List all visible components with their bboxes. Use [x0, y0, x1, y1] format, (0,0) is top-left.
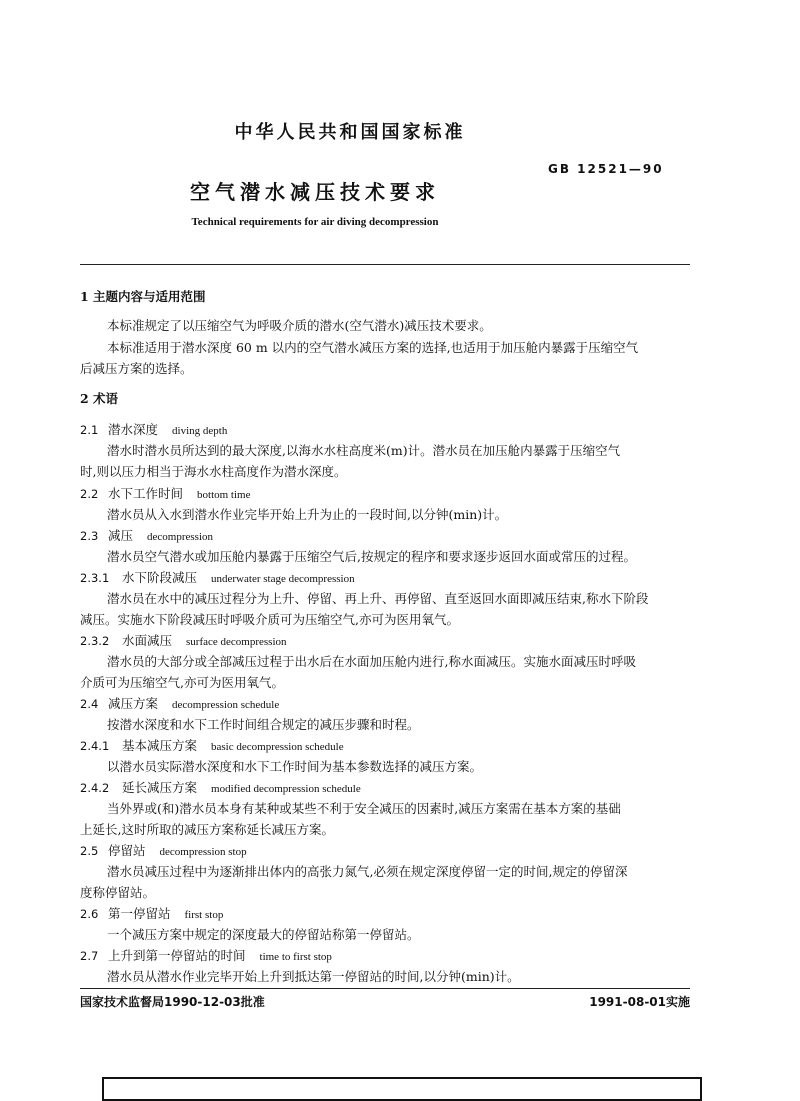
paragraph: 本标准适用于潜水深度 60 m 以内的空气潜水减压方案的选择,也适用于加压舱内暴露于压缩空气 — [107, 340, 639, 355]
term-cn: 第一停留站 — [108, 906, 171, 921]
issuing-authority: 中华人民共和国国家标准 — [234, 122, 466, 143]
term-number: 2.4 — [80, 697, 99, 711]
term-cn: 上升到第一停留站的时间 — [108, 948, 246, 963]
term-number: 2.6 — [80, 907, 99, 921]
term-en: decompression — [147, 531, 213, 543]
term-cn: 潜水深度 — [108, 422, 159, 437]
term-definition: 一个减压方案中规定的深度最大的停留站称第一停留站。 — [107, 927, 420, 942]
section-1-heading: 1 主题内容与适用范围 — [80, 289, 206, 304]
section-2-heading: 2 术语 — [80, 391, 119, 406]
term-definition: 潜水员空气潜水或加压舱内暴露于压缩空气后,按规定的程序和要求逐步返回水面或常压的过程。 — [107, 549, 636, 564]
term-definition: 潜水员在水中的减压过程分为上升、停留、再上升、再停留、直至返回水面即减压结束,称水下阶段 — [107, 591, 649, 606]
term-cn: 水下阶段减压 — [122, 570, 198, 585]
term-en: modified decompression schedule — [211, 783, 361, 795]
document-title-en: Technical requirements for air diving decompression — [191, 216, 439, 228]
term-en: first stop — [184, 909, 224, 921]
effective-date: 1991-08-01实施 — [589, 995, 690, 1009]
term-en: time to first stop — [259, 951, 332, 963]
term-definition: 当外界或(和)潜水员本身有某种或某些不利于安全减压的因素时,减压方案需在基本方案的基础 — [107, 801, 621, 816]
term-cn: 减压方案 — [108, 696, 159, 711]
term-heading — [80, 906, 700, 923]
standard-code: GB 12521—90 — [548, 162, 664, 176]
paragraph: 后减压方案的选择。 — [80, 361, 193, 376]
term-en: surface decompression — [186, 636, 287, 648]
term-heading — [80, 948, 700, 965]
term-definition: 时,则以压力相当于海水水柱高度作为潜水深度。 — [80, 464, 347, 479]
term-cn: 延长减压方案 — [122, 780, 198, 795]
document-title: 空气潜水减压技术要求 — [190, 180, 440, 204]
term-heading — [80, 843, 700, 860]
term-heading — [80, 528, 700, 545]
term-heading — [80, 738, 700, 755]
approval-date: 国家技术监督局1990-12-03批准 — [80, 995, 265, 1009]
term-heading — [80, 422, 700, 439]
term-cn: 水面减压 — [122, 633, 173, 648]
term-en: diving depth — [172, 425, 228, 437]
term-definition: 度称停留站。 — [80, 885, 156, 900]
term-number: 2.7 — [80, 949, 99, 963]
term-en: basic decompression schedule — [211, 741, 344, 753]
term-en: bottom time — [197, 489, 251, 501]
term-definition: 按潜水深度和水下工作时间组合规定的减压步骤和时程。 — [107, 717, 420, 732]
term-number: 2.4.2 — [80, 781, 110, 795]
term-en: decompression stop — [159, 846, 247, 858]
term-number: 2.1 — [80, 423, 99, 437]
term-definition: 潜水员从入水到潜水作业完毕开始上升为止的一段时间,以分钟(min)计。 — [107, 507, 508, 522]
term-number: 2.2 — [80, 487, 99, 501]
header-rule — [80, 264, 690, 265]
term-number: 2.3.1 — [80, 571, 110, 585]
term-definition: 潜水员从潜水作业完毕开始上升到抵达第一停留站的时间,以分钟(min)计。 — [107, 969, 520, 984]
term-definition: 潜水员减压过程中为逐渐排出体内的高张力氮气,必须在规定深度停留一定的时间,规定的停留深 — [107, 864, 628, 879]
term-en: decompression schedule — [172, 699, 280, 711]
term-cn: 水下工作时间 — [108, 486, 184, 501]
term-heading — [80, 570, 700, 587]
term-heading — [80, 780, 700, 797]
term-definition: 上延长,这时所取的减压方案称延长减压方案。 — [80, 822, 334, 837]
term-cn: 基本减压方案 — [122, 738, 198, 753]
term-number: 2.3 — [80, 529, 99, 543]
term-heading — [80, 696, 700, 713]
term-definition: 以潜水员实际潜水深度和水下工作时间为基本参数选择的减压方案。 — [107, 759, 483, 774]
term-number: 2.4.1 — [80, 739, 110, 753]
term-definition: 减压。实施水下阶段减压时呼吸介质可为压缩空气,亦可为医用氧气。 — [80, 612, 459, 627]
term-en: underwater stage decompression — [211, 573, 355, 585]
term-cn: 减压 — [108, 528, 134, 543]
term-number: 2.3.2 — [80, 634, 110, 648]
term-definition: 介质可为压缩空气,亦可为医用氧气。 — [80, 675, 284, 690]
bottom-frame — [102, 1077, 702, 1101]
term-definition: 潜水员的大部分或全部减压过程于出水后在水面加压舱内进行,称水面减压。实施水面减压时呼吸 — [107, 654, 636, 669]
paragraph: 本标准规定了以压缩空气为呼吸介质的潜水(空气潜水)减压技术要求。 — [107, 318, 492, 333]
term-number: 2.5 — [80, 844, 99, 858]
term-definition: 潜水时潜水员所达到的最大深度,以海水水柱高度米(m)计。潜水员在加压舱内暴露于压缩空气 — [107, 443, 621, 458]
term-heading — [80, 486, 700, 503]
term-cn: 停留站 — [108, 843, 146, 858]
footer-rule — [80, 988, 690, 989]
term-heading — [80, 633, 700, 650]
